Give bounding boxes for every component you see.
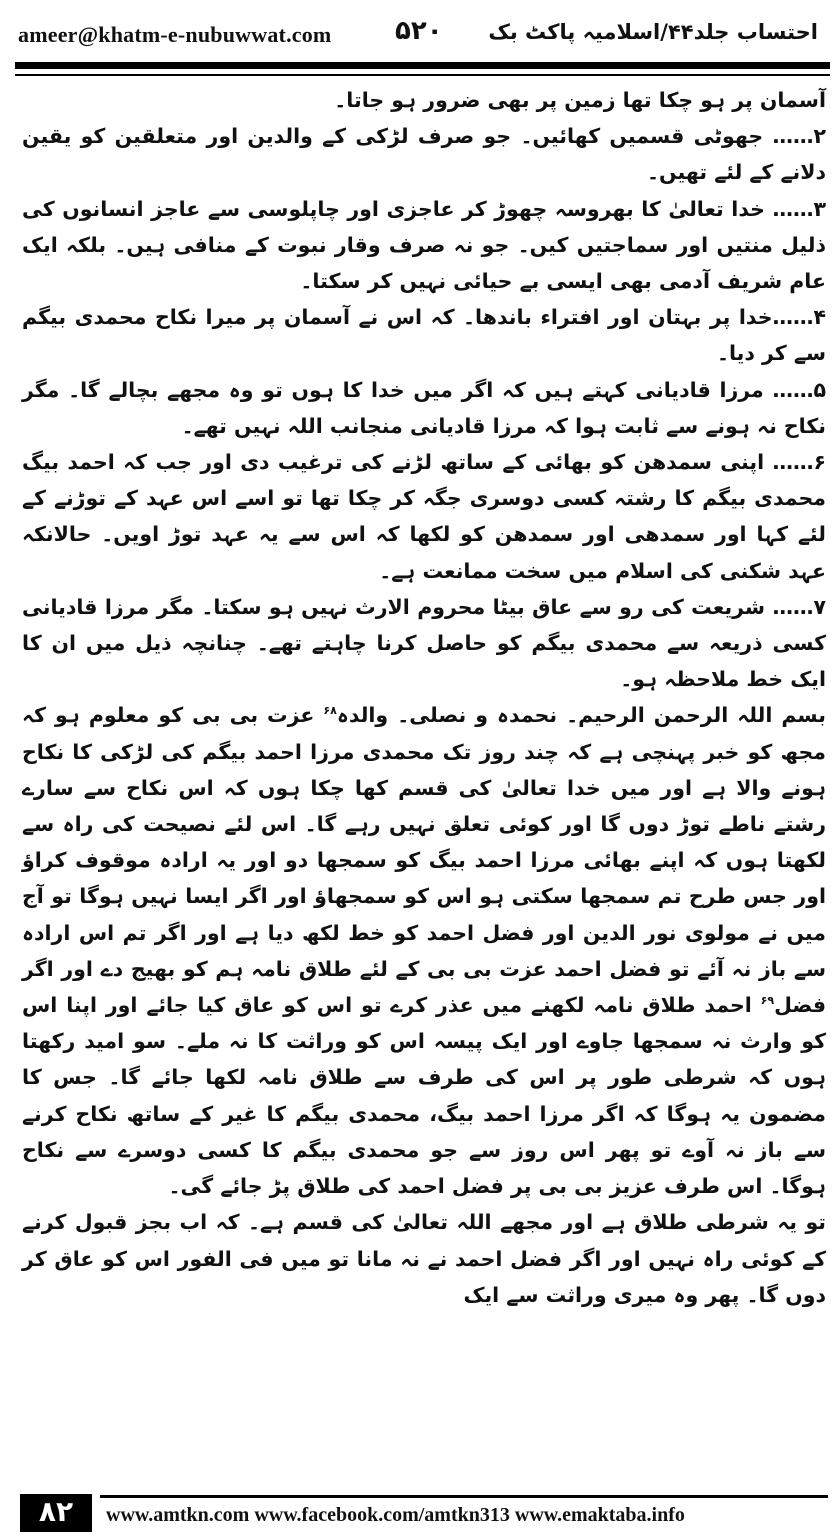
- letter-paragraph: [22, 697, 826, 1204]
- letter-text-part-3: احمد طلاق نامہ لکھنے میں عذر کرے تو اس کو عاق کیا جائے اور اپنا اس کو وارث نہ سمجھا جاوے اور ایک پیسہ اس کو وراثت کا نہ ملے۔ سو امید رکھتا ہوں کہ شرطی طور پر اس کی طرف سے طلاق نامہ لکھا جائے گا۔ جس کا مضمون یہ ہوگا کہ اگر مرزا احمد بیگ، محمدی بیگم کا غیر کے ساتھ نکاح کرنے سے باز نہ آوے تو پھر اس روز سے جو محمدی بیگم کا کسی دوسرے سے نکاح ہوگا۔ اس طرف عزیز بی بی پر فضل احمد کی طلاق پڑ جائے گی۔: [22, 993, 826, 1199]
- footer-website-links: www.amtkn.com www.facebook.com/amtkn313 www.emaktaba.info: [106, 1504, 685, 1526]
- paragraph-item-7: ۷…… شریعت کی رو سے عاق بیٹا محروم الارث نہیں ہو سکتا۔ مگر مرزا قادیانی کسی ذریعہ سے محمدی بیگم کو حاصل کرنا چاہتے تھے۔ چنانچہ ذیل میں ان کا ایک خط ملاحظہ ہو۔: [22, 594, 826, 692]
- footer-rule: [100, 1495, 828, 1498]
- header-rule-thin: [15, 74, 830, 76]
- paragraph-item-5: ۵…… مرزا قادیانی کہتے ہیں کہ اگر میں خدا کا ہوں تو وہ مجھے بچالے گا۔ مگر نکاح نہ ہونے سے ثابت ہوا کہ مرزا قادیانی منجانب اللہ نہیں تھے۔: [22, 377, 826, 438]
- header-rule-thick: [15, 62, 830, 69]
- header-email: ameer@khatm-e-nubuwwat.com: [18, 22, 332, 47]
- letter-text-part-1: بسم اللہ الرحمن الرحیم۔ نحمدہ و نصلی۔ والدہ: [336, 703, 826, 728]
- letter-text-part-2: عزت بی بی کو معلوم ہو کہ مجھ کو خبر پہنچی ہے کہ چند روز تک محمدی مرزا احمد بیگم کی لڑکی کا نکاح ہونے والا ہے اور میں خدا تعالیٰ کی قسم کھا چکا ہوں کہ اس نکاح سے سارے رشتے ناطے توڑ دوں گا اور کوئی تعلق نہیں رہے گا۔ اس لئے نصیحت کی راہ سے لکھتا ہوں کہ اپنے بھائی مرزا احمد بیگ کو سمجھا دو اور یہ ارادہ موقوف کراؤ اور جس طرح تم سمجھا سکتی ہو اس کو سمجھاؤ اور اگر ایسا نہیں ہوگا تو آج میں نے مولوی نور الدین اور فضل احمد کو خط لکھ دیا ہے اور اگر تم اس ارادہ سے باز نہ آئے تو فضل احمد عزت بی بی کے لئے طلاق نامہ ہم کو بھیج دے اور اگر فضل: [22, 703, 826, 1018]
- footnote-marker-69: ۶۹: [760, 994, 775, 1008]
- closing-paragraph: تو یہ شرطی طلاق ہے اور مجھے اللہ تعالیٰ کی قسم ہے۔ کہ اب بجز قبول کرنے کے کوئی راہ نہیں اور اگر فضل احمد نے نہ مانا تو میں فی الفور اس کو عاق کر دوں گا۔ پھر وہ میری وراثت سے ایک: [22, 1210, 826, 1307]
- paragraph-item-4: ۴……خدا پر بہتان اور افتراء باندھا۔ کہ اس نے آسمان پر میرا نکاح محمدی بیگم سے کر دیا۔: [22, 305, 826, 366]
- paragraph-item-6: ۶…… اپنی سمدھن کو بھائی کے ساتھ لڑنے کی ترغیب دی اور جب کہ احمد بیگ محمدی بیگم کا رشتہ کسی دوسری جگہ کر چکا تھا تو اسے اس عہد کے توڑنے کے لئے کہا اور سمدھی اور سمدھن کو لکھا کہ اس سے یہ عہد توڑ اویں۔ حالانکہ عہد شکنی کی اسلام میں سخت ممانعت ہے۔: [22, 450, 826, 583]
- page-header: [12, 8, 828, 52]
- paragraph-item-3: ۳…… خدا تعالیٰ کا بھروسہ چھوڑ کر عاجزی اور چاپلوسی سے عاجز انسانوں کی ذلیل منتیں اور سماجتیں کیں۔ جو نہ صرف وقار نبوت کے منافی ہیں۔ بلکہ ایک عام شریف آدمی بھی ایسی بے حیائی نہیں کر سکتا۔: [22, 196, 826, 294]
- footer-page-number: ۸۲: [20, 1494, 92, 1532]
- paragraph-item-2: ۲…… جھوٹی قسمیں کھائیں۔ جو صرف لڑکی کے والدین اور متعلقین کو یقین دلانے کے لئے تھیں۔: [22, 124, 826, 185]
- paragraph-0: آسمان پر ہو چکا تھا زمین پر بھی ضرور ہو جاتا۔: [334, 88, 826, 112]
- footnote-marker-68: ۶۸: [323, 704, 337, 718]
- header-book-title: احتساب جلد۴۴/اسلامیہ پاکٹ بک: [488, 20, 818, 44]
- page-body: [22, 82, 826, 1313]
- header-page-number: ۵۲۰: [395, 16, 443, 46]
